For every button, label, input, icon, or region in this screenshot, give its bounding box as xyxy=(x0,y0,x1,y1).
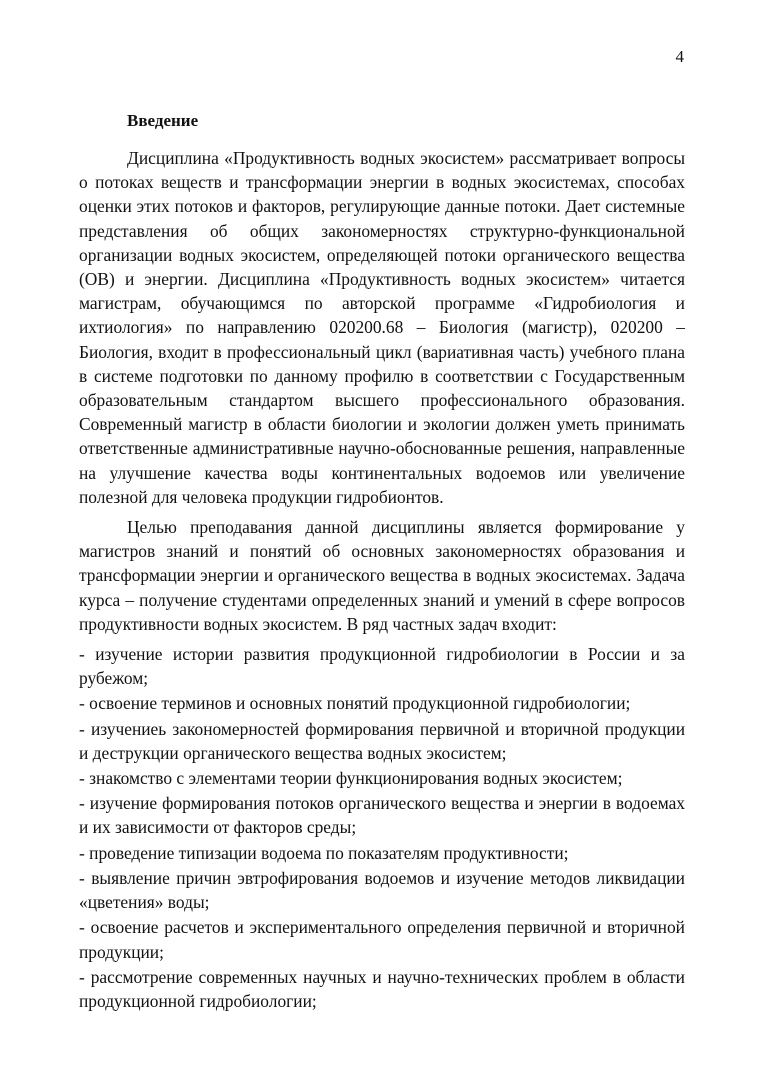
task-item: - изучениеь закономерностей формирования первичной и вторичной продукции и деструкции органического вещества водных экосистем; xyxy=(79,718,685,763)
task-item: - изучение формирования потоков органического вещества и энергии в водоемах и их зависимости от факторов среды; xyxy=(79,793,685,838)
section-heading: Введение xyxy=(127,111,199,130)
task-item: - знакомство с элементами теории функционирования водных экосистем; xyxy=(79,768,623,789)
body-text xyxy=(79,146,685,1014)
task-item: - изучение истории развития продукционной гидробиологии в России и за рубежом; xyxy=(79,644,685,689)
task-list xyxy=(79,642,685,1013)
task-item: - выявление причин эвтрофирования водоемов и изучение методов ликвидации «цветения» воды; xyxy=(79,867,685,913)
page-number: 4 xyxy=(675,47,684,66)
paragraph-intro: Дисциплина «Продуктивность водных экосистем» рассматривает вопросы о потоках веществ и трансформации энергии в водных экосистемах, способах оценки этих потоков и факторов, регулирующие данные потоки. Дает системные представления об общих закономерностях структурно-функциональной организации водных экосистем, определяющей потоки органического вещества (ОВ) и энергии. Дисциплина «Продуктивность водных экосистем» читается магистрам, обучающимся по авторской программе «Гидробиология и ихтиология» по направлению 020200.68 – Биология (магистр), 020200 – Биология, входит в профессиональный цикл (вариативная часть) учебного плана в системе подготовки по данному профилю в соответствии с Государственным образовательным стандартом высшего профессионального образования. Современный магистр в области биологии и экологии должен уметь принимать ответственные административные научно-обоснованные решения, направленные на улучшение качества воды континентальных водоемов или увеличение полезной для человека продукции гидробионтов. xyxy=(79,148,685,507)
task-item: - освоение расчетов и экспериментального определения первичной и вторичной продукции; xyxy=(79,917,685,962)
task-item: - рассмотрение современных научных и научно-технических проблем в области продукционной гидробиологии; xyxy=(79,966,685,1011)
paragraph-goals: Целью преподавания данной дисциплины является формирование у магистров знаний и понятий об основных закономерностях образования и трансформации энергии и органического вещества в водных экосистемах. Задача курса – получение студентами определенных знаний и умений в сфере вопросов продуктивности водных экосистем. В ряд частных задач входит: xyxy=(79,517,685,634)
task-item: - освоение терминов и основных понятий продукционной гидробиологии; xyxy=(79,693,631,714)
task-item: - проведение типизации водоема по показателям продуктивности; xyxy=(79,842,569,863)
